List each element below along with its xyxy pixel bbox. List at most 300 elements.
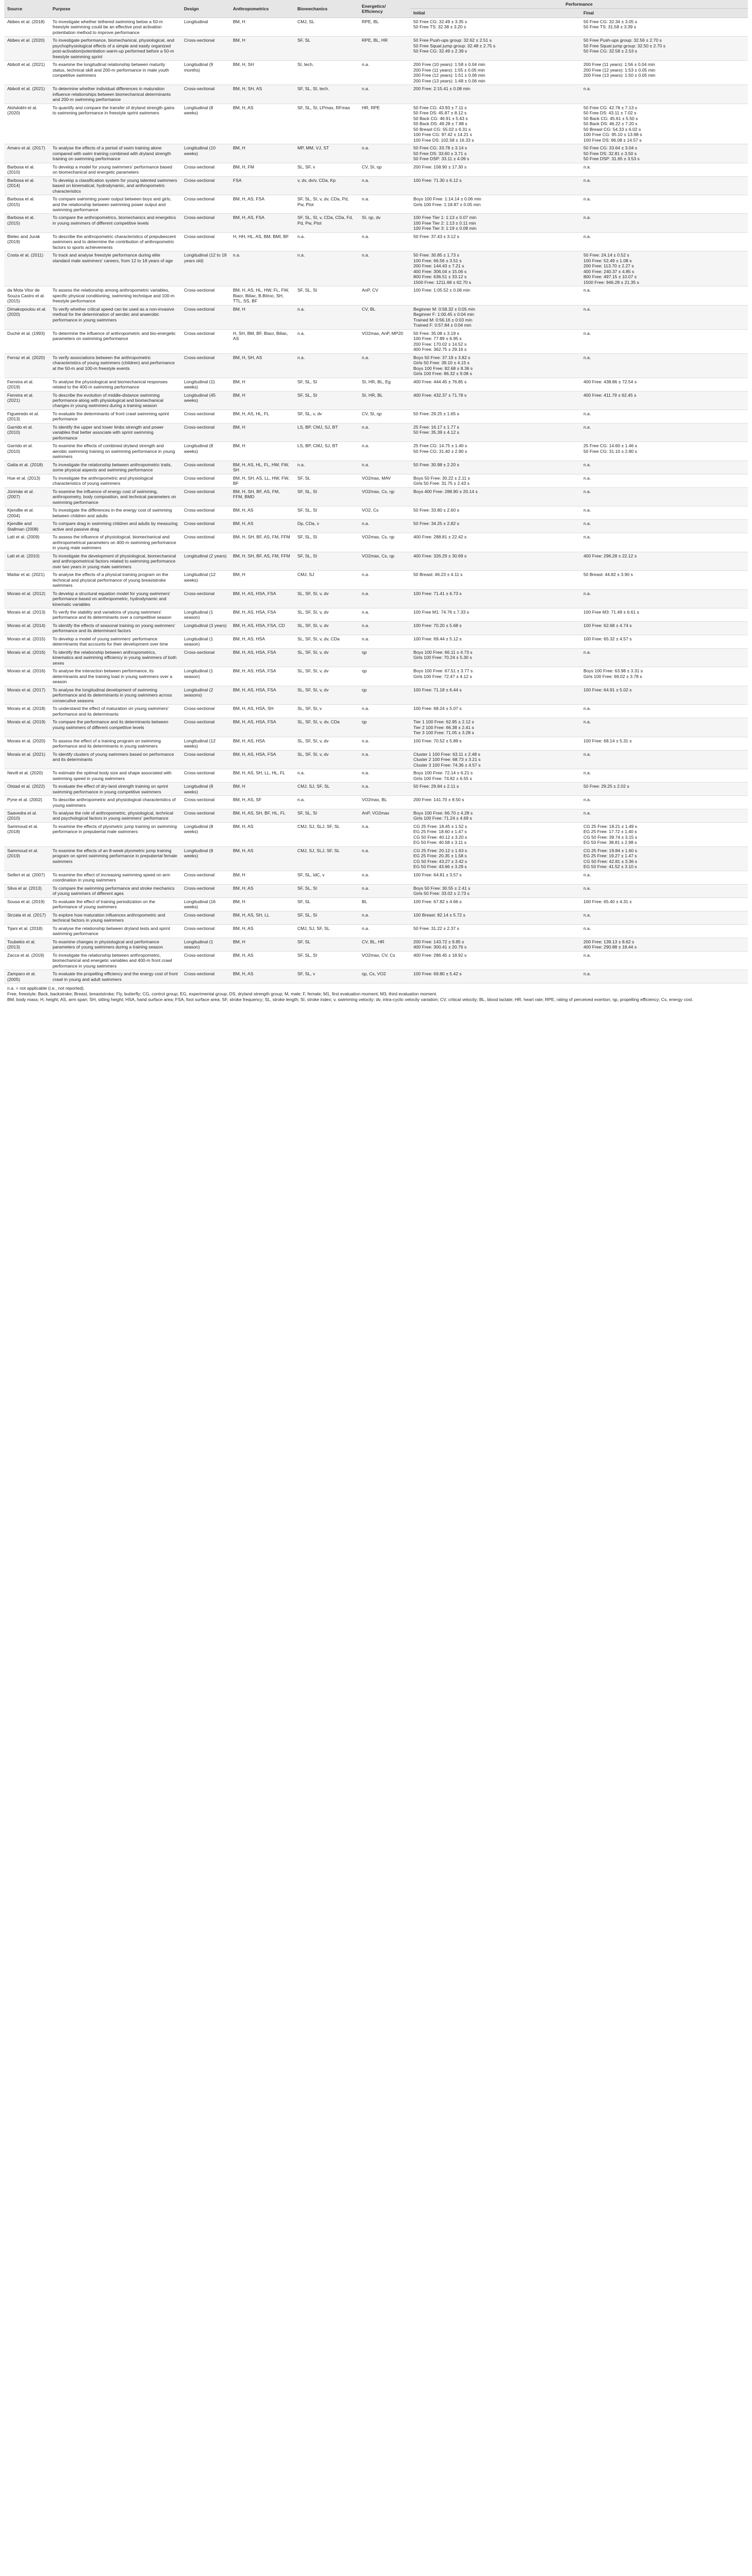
cell-anthropometrics: BM, H	[230, 144, 294, 163]
cell-biomechanics: LS, BP, CMJ, SJ, BT	[294, 423, 359, 442]
cell-design: Longitudinal	[181, 18, 230, 36]
cell-biomechanics: SL, SF, SI, v, dv	[294, 648, 359, 667]
cell-anthropometrics: BM, H, AS, FSA	[230, 195, 294, 214]
cell-energetics: n.a.	[359, 85, 410, 104]
cell-energetics: RPE, BL	[359, 18, 410, 36]
cell-source: Morais et al. (2018)	[4, 705, 49, 718]
cell-initial: 50 Free Push-ups group: 32.62 ± 2.51 s 50 Free Squat jump group: 32.48 ± 2.75 s 50 Free CG: 32.49 ± 2.39 s	[410, 37, 580, 61]
cell-anthropometrics: BM, H, SH, AS, LL, HW, FW, BF	[230, 474, 294, 487]
cell-anthropometrics: BM, H, SH, AS	[230, 353, 294, 378]
header-source: Source	[4, 0, 49, 18]
cell-design: Cross-sectional	[181, 329, 230, 353]
table-row	[4, 552, 748, 570]
cell-source: Zamparo et al. (2005)	[4, 970, 49, 984]
cell-design: Cross-sectional	[181, 648, 230, 667]
cell-anthropometrics: BM, H, AS	[230, 104, 294, 144]
cell-purpose: To analyse the physiological and biomechanical responses related to the 400-m swimming performance	[49, 378, 181, 391]
cell-biomechanics: SL, SF, SI, v, dv, CDa	[294, 718, 359, 737]
cell-source: Jürimäe et al. (2007)	[4, 487, 49, 506]
cell-anthropometrics: BM, H, AS	[230, 924, 294, 938]
cell-initial: 100 Free M1: 74.76 ± 7.33 s	[410, 608, 580, 621]
cell-biomechanics: SL, SF, SI, v, dv	[294, 686, 359, 704]
cell-final: 50 Free: 29.25 ± 2.02 s	[580, 783, 748, 796]
cell-initial: 50 Breast: 46.23 ± 4.11 s	[410, 571, 580, 589]
cell-anthropometrics: BM, H	[230, 391, 294, 410]
cell-final: n.a.	[580, 474, 748, 487]
cell-initial: 200 Free (10 years): 1:58 ± 0.04 min 200 Free (11 years): 1:55 ± 0.05 min 200 Free (12 years): 1:51 ± 0.06 min 200 Free (13 years): 1:48 ± 0.06 min	[410, 61, 580, 85]
cell-biomechanics: SF, SL, SI	[294, 809, 359, 823]
cell-anthropometrics: BM, H, AS, FSA	[230, 214, 294, 232]
table-row	[4, 822, 748, 846]
cell-energetics: n.a.	[359, 571, 410, 589]
table-body	[4, 18, 748, 983]
cell-anthropometrics: BM, H, SH, BF, AS, FM, FFM	[230, 533, 294, 552]
cell-purpose: To examine the effects of plyometric jump training on swimming performance in prepubertal male swimmers	[49, 822, 181, 846]
cell-anthropometrics: BM, H	[230, 423, 294, 442]
table-row	[4, 232, 748, 251]
cell-source: Abbott et al. (2021)	[4, 85, 49, 104]
cell-purpose: To compare the anthropometrics, biomechanics and energetics in young swimmers of different competitive levels	[49, 214, 181, 232]
cell-initial: 400 Free: 326.29 ± 30.69 s	[410, 552, 580, 570]
cell-purpose: To analyse the relationship between dryland tests and sprint swimming performance	[49, 924, 181, 938]
cell-final: n.a.	[580, 286, 748, 305]
cell-anthropometrics: BM, H	[230, 871, 294, 884]
table-row	[4, 305, 748, 329]
cell-final: n.a.	[580, 461, 748, 474]
cell-source: Sousa et al. (2019)	[4, 897, 49, 911]
cell-purpose: To understand the effect of maturation on young swimmers' performance and its determinants	[49, 705, 181, 718]
cell-purpose: To examine the effects of combined dryland strength and aerobic swimming training on swimming performance in young swimmers	[49, 442, 181, 461]
cell-initial: Boys 400 Free: 288.90 ± 20.14 s	[410, 487, 580, 506]
cell-energetics: VO2max, CV, Cs	[359, 951, 410, 970]
cell-biomechanics: CMJ, SJ, SLJ, SF, SL	[294, 846, 359, 871]
cell-final: n.a.	[580, 871, 748, 884]
cell-source: Morais et al. (2020)	[4, 737, 49, 750]
cell-initial: 200 Free: 158.90 ± 17.30 s	[410, 163, 580, 176]
cell-source: Barbosa et al. (2010)	[4, 163, 49, 176]
cell-final: 400 Free: 438.86 ± 72.54 s	[580, 378, 748, 391]
cell-design: Longitudinal (1 season)	[181, 608, 230, 621]
cell-purpose: To investigate the relationship between anthropometric, biomechanical and energetic variables and 400-m front crawl performance in young swimmers	[49, 951, 181, 970]
cell-biomechanics: SL, SF, v	[294, 163, 359, 176]
table-row	[4, 353, 748, 378]
cell-biomechanics: LS, BP, CMJ, SJ, BT	[294, 442, 359, 461]
cell-biomechanics: SL, SF, SI, v, dv	[294, 589, 359, 608]
cell-biomechanics: SF, SL, SI	[294, 951, 359, 970]
cell-initial: 100 Free: 71.30 ± 6.12 s	[410, 176, 580, 195]
cell-final: n.a.	[580, 520, 748, 533]
cell-source: Abbes et al. (2018)	[4, 18, 49, 36]
cell-initial: 400 Free: 432.37 ± 71.78 s	[410, 391, 580, 410]
cell-initial: 50 Free: 35.08 ± 3.19 s 100 Free: 77.89 ± 6.95 s 200 Free: 170.02 ± 14.52 s 400 Free: 362.75 ± 29.16 s	[410, 329, 580, 353]
cell-source: Barbosa et al. (2015)	[4, 214, 49, 232]
cell-purpose: To verify associations between the anthropometric characteristics of young swimmers (children) and performance at the 50-m and 100-m freestyle events	[49, 353, 181, 378]
footnote: Free, freestyle; Back, backstroke; Breast, breaststroke; Fly, butterfly; CG, control group; EG, experimental group; DS, dryland strength group; M, male; F, female; M1, first evaluation moment; M3, third evaluation moment.	[7, 991, 438, 997]
cell-design: Longitudinal (1 season)	[181, 635, 230, 648]
cell-purpose: To evaluate the effect of dry-land strength training on sprint swimming performance in young competitive swimmers	[49, 783, 181, 796]
cell-design: Cross-sectional	[181, 533, 230, 552]
cell-design: Cross-sectional	[181, 410, 230, 423]
cell-energetics: n.a.	[359, 822, 410, 846]
cell-design: Cross-sectional	[181, 970, 230, 984]
table-row	[4, 461, 748, 474]
cell-initial: 50 Free: 33.80 ± 2.60 s	[410, 506, 580, 520]
cell-energetics: ηp	[359, 667, 410, 686]
cell-source: Abbott et al. (2021)	[4, 61, 49, 85]
cell-source: Costa et al. (2011)	[4, 251, 49, 286]
table-row	[4, 571, 748, 589]
cell-final: n.a.	[580, 809, 748, 823]
cell-biomechanics: CMJ, SJ, SF, SL	[294, 924, 359, 938]
cell-energetics: n.a.	[359, 846, 410, 871]
cell-energetics: n.a.	[359, 61, 410, 85]
cell-purpose: To identify the effects of seasonal training on young swimmers' performance and its determinant factors	[49, 621, 181, 635]
cell-biomechanics: v, dv, dv/v, CDa, Kp	[294, 176, 359, 195]
cell-final: n.a.	[580, 970, 748, 984]
cell-energetics: VO2max, MAV	[359, 474, 410, 487]
cell-energetics: ηp, Cs, VO2	[359, 970, 410, 984]
cell-anthropometrics: BM, H, AS, SF	[230, 796, 294, 809]
cell-energetics: n.a.	[359, 195, 410, 214]
cell-final: 100 Free: 64.91 ± 5.02 s	[580, 686, 748, 704]
cell-design: Cross-sectional	[181, 769, 230, 783]
cell-energetics: AnP, CV	[359, 286, 410, 305]
cell-purpose: To examine changes in physiological and performance parameters of young swimmers during a training season	[49, 938, 181, 951]
cell-energetics: VO2max, AnP, MP20	[359, 329, 410, 353]
cell-final: n.a.	[580, 232, 748, 251]
cell-energetics: n.a.	[359, 737, 410, 750]
cell-purpose: To compare drag in swimming children and adults by measuring active and passive drag	[49, 520, 181, 533]
cell-biomechanics: SL, SF, SI, v, dv	[294, 621, 359, 635]
cell-anthropometrics: BM, H	[230, 378, 294, 391]
table-row	[4, 520, 748, 533]
cell-anthropometrics: BM, H, AS, SH, LL	[230, 911, 294, 924]
cell-initial: 200 Free: 2:15.41 ± 0.08 min	[410, 85, 580, 104]
table-row	[4, 214, 748, 232]
cell-initial: 100 Free: 67.82 ± 4.66 s	[410, 897, 580, 911]
cell-anthropometrics: BM, H, AS, HSA, FSA	[230, 589, 294, 608]
cell-design: Cross-sectional	[181, 286, 230, 305]
cell-source: Morais et al. (2012)	[4, 589, 49, 608]
cell-energetics: VO2max, BL	[359, 796, 410, 809]
table-row	[4, 378, 748, 391]
cell-design: Cross-sectional	[181, 423, 230, 442]
table-row	[4, 911, 748, 924]
cell-anthropometrics: BM, H, AS, HSA, FSA	[230, 648, 294, 667]
cell-energetics: CV, BL, HR	[359, 938, 410, 951]
cell-initial: Boys 100 Free: 66.11 ± 4.73 s Girls 100 Free: 70.24 ± 5.30 s	[410, 648, 580, 667]
cell-source: Zacca et al. (2019)	[4, 951, 49, 970]
cell-initial: 50 Free CG: 43.93 ± 7.11 s 50 Free DS: 45.87 ± 8.12 s 50 Back CG: 46.91 ± 5.43 s 50 Back DS: 49.28 ± 7.88 s 50 Breast CG: 55.02 ± 6.31 s 100 Free CG: 97.42 ± 14.21 s 100 Free DS: 102.58 ± 16.33 s	[410, 104, 580, 144]
cell-final: 50 Free Push-ups group: 32.56 ± 2.70 s 50 Free Squat jump group: 32.50 ± 2.70 s 50 Free CG: 32.58 ± 2.53 s	[580, 37, 748, 61]
cell-biomechanics: SF, SL, SI	[294, 884, 359, 897]
cell-design: Longitudinal (8 weeks)	[181, 783, 230, 796]
cell-biomechanics: SF, SL, SI, LPmax, RFmax	[294, 104, 359, 144]
cell-anthropometrics: BM, H	[230, 571, 294, 589]
cell-energetics: ηp	[359, 686, 410, 704]
cell-source: Latt et al. (2010)	[4, 552, 49, 570]
cell-initial: Boys 100 Free: 72.14 ± 6.21 s Girls 100 Free: 74.82 ± 6.55 s	[410, 769, 580, 783]
cell-initial: 100 Free: 70.20 ± 5.68 s	[410, 621, 580, 635]
header-design: Design	[181, 0, 230, 18]
cell-final: n.a.	[580, 796, 748, 809]
cell-anthropometrics: BM, H	[230, 442, 294, 461]
cell-design: Cross-sectional	[181, 911, 230, 924]
cell-biomechanics: SF, SL	[294, 897, 359, 911]
cell-energetics: HR, RPE	[359, 104, 410, 144]
table-row	[4, 667, 748, 686]
cell-energetics: n.a.	[359, 176, 410, 195]
cell-source: Hue et al. (2013)	[4, 474, 49, 487]
cell-biomechanics: SF, SL, SI	[294, 506, 359, 520]
cell-initial: 50 Free: 30.85 ± 1.73 s 100 Free: 66.56 ± 3.51 s 200 Free: 144.43 ± 7.21 s 400 Free: 306.04 ± 15.06 s 800 Free: 636.51 ± 33.12 s 1500 Free: 1211.68 ± 62.70 s	[410, 251, 580, 286]
cell-energetics: CV, BL	[359, 305, 410, 329]
cell-purpose: To compare swimming power output between boys and girls, and the relationship between swimming power output and swimming performance	[49, 195, 181, 214]
cell-purpose: To evaluate the determinants of front crawl swimming sprint performance	[49, 410, 181, 423]
cell-source: Sammoud et al. (2019)	[4, 846, 49, 871]
page	[4, 0, 748, 1005]
cell-source: Toubekis et al. (2013)	[4, 938, 49, 951]
table-row	[4, 61, 748, 85]
cell-initial: 100 Free: 68.24 ± 5.07 s	[410, 705, 580, 718]
cell-final: CG 25 Free: 19.84 ± 1.60 s EG 25 Free: 19.27 ± 1.47 s CG 50 Free: 42.81 ± 3.36 s EG 50 Free: 41.52 ± 3.10 s	[580, 846, 748, 871]
cell-purpose: To investigate performance, biomechanical, physiological, and psychophysiological effects of a simple and easily organized post-activation/potentiation warm-up performed before a 50-m freestyle swimming sprint	[49, 37, 181, 61]
cell-energetics: ηp	[359, 648, 410, 667]
table-row	[4, 195, 748, 214]
cell-design: Cross-sectional	[181, 718, 230, 737]
cell-initial: Boys 50 Free: 30.22 ± 2.11 s Girls 50 Free: 31.75 ± 2.43 s	[410, 474, 580, 487]
cell-purpose: To analyse the effects of a period of swim training alone compared with swim training combined with dryland strength training on swimming performance	[49, 144, 181, 163]
header-final: Final	[580, 9, 748, 18]
cell-design: Cross-sectional	[181, 305, 230, 329]
cell-final: 400 Free: 296.28 ± 22.12 s	[580, 552, 748, 570]
cell-initial: 50 Free CG: 33.78 ± 3.14 s 50 Free DS: 33.60 ± 3.71 s 50 Free DSP: 33.11 ± 4.09 s	[410, 144, 580, 163]
cell-biomechanics: SL, SF, SI, v, dv, CDa	[294, 635, 359, 648]
cell-design: Longitudinal (9 months)	[181, 61, 230, 85]
cell-biomechanics: n.a.	[294, 305, 359, 329]
cell-initial: CG 25 Free: 18.45 ± 1.52 s EG 25 Free: 18.60 ± 1.47 s CG 50 Free: 40.12 ± 3.20 s EG 50 Free: 40.58 ± 3.11 s	[410, 822, 580, 846]
table-row	[4, 648, 748, 667]
cell-biomechanics: n.a.	[294, 769, 359, 783]
cell-design: Longitudinal (12 to 18 years old)	[181, 251, 230, 286]
cell-initial: 100 Free: 71.18 ± 6.44 s	[410, 686, 580, 704]
cell-source: Silva et al. (2013)	[4, 884, 49, 897]
cell-initial: 200 Free: 141.70 ± 8.50 s	[410, 796, 580, 809]
cell-design: Cross-sectional	[181, 37, 230, 61]
cell-design: Cross-sectional	[181, 85, 230, 104]
cell-biomechanics: CMJ, SJ, SF, SL	[294, 783, 359, 796]
table-row	[4, 423, 748, 442]
table-row	[4, 737, 748, 750]
table-row	[4, 533, 748, 552]
cell-energetics: n.a.	[359, 520, 410, 533]
cell-energetics: n.a.	[359, 635, 410, 648]
cell-final: n.a.	[580, 214, 748, 232]
cell-final: n.a.	[580, 163, 748, 176]
cell-design: Cross-sectional	[181, 951, 230, 970]
table-row	[4, 391, 748, 410]
cell-energetics: AnP, VO2max	[359, 809, 410, 823]
cell-purpose: To determine the influence of anthropometric and bio-energetic parameters on swimming performance	[49, 329, 181, 353]
cell-biomechanics: SF, SL	[294, 474, 359, 487]
table-row	[4, 329, 748, 353]
cell-biomechanics: SF, SL, SI, v, CDa, CDa, Fd, Pd, Pw, Ptot	[294, 214, 359, 232]
cell-source: Kjendlie and Stallman (2008)	[4, 520, 49, 533]
cell-purpose: To develop a model for young swimmers' performance based on biomechanical and energetic parameters	[49, 163, 181, 176]
cell-energetics: SI, HR, BL	[359, 391, 410, 410]
cell-biomechanics: SL, SF, SI, v	[294, 705, 359, 718]
cell-purpose: To verify whether critical speed can be used as a non-invasive method for the determination of aerobic and anaerobic performance in young swimmers	[49, 305, 181, 329]
cell-design: Cross-sectional	[181, 176, 230, 195]
cell-final: n.a.	[580, 305, 748, 329]
cell-anthropometrics: BM, H, AS, HSA, FSA	[230, 686, 294, 704]
cell-source: Morais et al. (2016)	[4, 648, 49, 667]
cell-final: n.a.	[580, 85, 748, 104]
table-row	[4, 104, 748, 144]
cell-source: Pyne et al. (2002)	[4, 796, 49, 809]
cell-biomechanics: n.a.	[294, 796, 359, 809]
cell-purpose: To analyse the role of anthropometric, physiological, technical and psychological factors in young swimmers' performance	[49, 809, 181, 823]
cell-design: Cross-sectional	[181, 589, 230, 608]
cell-energetics: n.a.	[359, 884, 410, 897]
cell-design: Longitudinal (8 weeks)	[181, 846, 230, 871]
cell-anthropometrics: BM, H, AS, SH, LL, HL, FL	[230, 769, 294, 783]
cell-final: 50 Free CG: 32.34 ± 3.05 s 50 Free TS: 31.58 ± 3.39 s	[580, 18, 748, 36]
table-row	[4, 884, 748, 897]
cell-initial: 400 Free: 286.45 ± 18.92 s	[410, 951, 580, 970]
cell-biomechanics: SF, SL, SI, tech.	[294, 85, 359, 104]
table-row	[4, 970, 748, 984]
cell-biomechanics: SF, SL, SI	[294, 286, 359, 305]
cell-energetics: CV, SI, ηp	[359, 163, 410, 176]
cell-energetics: VO2max, Cs, ηp	[359, 533, 410, 552]
cell-anthropometrics: BM, H, AS	[230, 846, 294, 871]
cell-purpose: To identify the upper and lower limbs strength and power variables that better associate with sprint swimming performance	[49, 423, 181, 442]
cell-source: Morais et al. (2017)	[4, 686, 49, 704]
cell-anthropometrics: BM, H, AS, HSA, FSA	[230, 608, 294, 621]
cell-design: Longitudinal (8 weeks)	[181, 104, 230, 144]
cell-anthropometrics: H, SH, BM, BF, Biacr, Biliac, AS	[230, 329, 294, 353]
cell-initial: 100 Free: 64.81 ± 3.57 s	[410, 871, 580, 884]
cell-purpose: To assess the influence of physiological, biomechanical and anthropometrical parameters on 400-m swimming performance in young male swimmers	[49, 533, 181, 552]
table-row	[4, 506, 748, 520]
table-row	[4, 487, 748, 506]
cell-biomechanics: n.a.	[294, 329, 359, 353]
cell-initial: 100 Free: 71.41 ± 6.73 s	[410, 589, 580, 608]
cell-source: Seifert et al. (2007)	[4, 871, 49, 884]
cell-design: Longitudinal (3 years)	[181, 621, 230, 635]
cell-purpose: To determine whether individual differences in maturation influence relationships between biomechanical determinants and 200-m swimming performance	[49, 85, 181, 104]
cell-design: Longitudinal (12 weeks)	[181, 737, 230, 750]
cell-purpose: To examine the effect of increasing swimming speed on arm coordination in young swimmers	[49, 871, 181, 884]
cell-purpose: To investigate the relationship between anthropometric traits, some physical aspects and swimming performance	[49, 461, 181, 474]
cell-anthropometrics: BM, H, AS	[230, 884, 294, 897]
table-row	[4, 635, 748, 648]
cell-purpose: To analyse the effects of a physical training program on the technical and physical performance of young breaststroke swimmers	[49, 571, 181, 589]
cell-anthropometrics: BM, H, AS, HSA	[230, 635, 294, 648]
cell-anthropometrics: BM, H, SH, BF, AS, FM, FFM, BMD	[230, 487, 294, 506]
footnote: n.a. = not applicable (i.e., not reported).	[7, 986, 85, 991]
cell-purpose: To assess the effect of a training program on swimming performance and its determinants in young swimmers	[49, 737, 181, 750]
table-row	[4, 589, 748, 608]
cell-initial: Boys 50 Free: 37.19 ± 3.82 s Girls 50 Free: 39.10 ± 4.15 s Boys 100 Free: 82.68 ± 8.36 s Girls 100 Free: 86.32 ± 9.08 s	[410, 353, 580, 378]
cell-purpose: To quantify and compare the transfer of dryland strength gains to swimming performance in freestyle sprint swimmers	[49, 104, 181, 144]
cell-purpose: To examine the effects of an 8-week plyometric jump training program on sprint swimming performance in prepubertal female swimmers	[49, 846, 181, 871]
cell-initial: 100 Free Tier 1: 1:13 ± 0.07 min 100 Free Tier 2: 1:13 ± 0.11 min 100 Free Tier 3: 1:19 ± 0.08 min	[410, 214, 580, 232]
cell-source: Tijani et al. (2018)	[4, 924, 49, 938]
cell-final: 100 Free: 65.40 ± 4.31 s	[580, 897, 748, 911]
cell-initial: 50 Free: 29.25 ± 1.65 s	[410, 410, 580, 423]
cell-initial: 400 Free: 444.45 ± 76.85 s	[410, 378, 580, 391]
cell-energetics: n.a.	[359, 769, 410, 783]
cell-initial: 200 Free: 143.72 ± 9.85 s 400 Free: 300.41 ± 20.76 s	[410, 938, 580, 951]
cell-biomechanics: CMJ, SJ	[294, 571, 359, 589]
cell-design: Longitudinal (8 weeks)	[181, 822, 230, 846]
cell-final: 50 Free CG: 33.64 ± 3.04 s 50 Free DS: 32.81 ± 3.50 s 50 Free DSP: 31.65 ± 3.53 s	[580, 144, 748, 163]
cell-anthropometrics: BM, H	[230, 897, 294, 911]
cell-purpose: To identify clusters of young swimmers based on performance and its determinants	[49, 750, 181, 769]
cell-biomechanics: n.a.	[294, 461, 359, 474]
cell-initial: Boys 50 Free: 30.55 ± 2.41 s Girls 50 Free: 33.02 ± 2.73 s	[410, 884, 580, 897]
cell-initial: 100 Free: 69.80 ± 5.42 s	[410, 970, 580, 984]
cell-initial: Cluster 1 100 Free: 63.11 ± 2.48 s Cluster 2 100 Free: 68.73 ± 3.21 s Cluster 3 100 Free: 74.36 ± 4.57 s	[410, 750, 580, 769]
cell-initial: 50 Free: 29.84 ± 2.11 s	[410, 783, 580, 796]
cell-anthropometrics: BM, H	[230, 783, 294, 796]
cell-anthropometrics: BM, H, AS, HL, FL	[230, 410, 294, 423]
table-row	[4, 85, 748, 104]
cell-energetics: n.a.	[359, 750, 410, 769]
cell-initial: 50 Free CG: 32.49 ± 3.35 s 50 Free TS: 32.38 ± 3.20 s	[410, 18, 580, 36]
cell-source: Morais et al. (2015)	[4, 635, 49, 648]
cell-anthropometrics: BM, H, AS, HSA, FSA	[230, 667, 294, 686]
cell-source: Morais et al. (2021)	[4, 750, 49, 769]
cell-purpose: To develop a classification system for young talented swimmers based on kinematical, hydrodynamic, and anthropometric characteristics	[49, 176, 181, 195]
cell-source: Strzala et al. (2017)	[4, 911, 49, 924]
cell-design: Cross-sectional	[181, 487, 230, 506]
cell-source: Ferreira et al. (2019)	[4, 378, 49, 391]
cell-energetics: CV, SI, ηp	[359, 410, 410, 423]
cell-initial: 100 Free: 69.44 ± 5.12 s	[410, 635, 580, 648]
cell-purpose: To investigate the development of physiological, biomechanical and anthropometrical factors related to swimming performance over two years in young male swimmers	[49, 552, 181, 570]
cell-initial: Beginner M: 0:58.32 ± 0:05 min Beginner F: 1:00.45 ± 0:04 min Trained M: 0:56.16 ± 0:03 min Trained F: 0:57.84 ± 0:04 min	[410, 305, 580, 329]
cell-biomechanics: SF, SL, SI	[294, 378, 359, 391]
cell-energetics: ηp	[359, 718, 410, 737]
cell-source: Olstad et al. (2022)	[4, 783, 49, 796]
cell-energetics: RPE, BL, HR	[359, 37, 410, 61]
cell-design: Longitudinal (11 weeks)	[181, 378, 230, 391]
header-biomechanics: Biomechanics	[294, 0, 359, 18]
cell-source: Garrido et al. (2010)	[4, 423, 49, 442]
cell-anthropometrics: BM, H, SH, BF, AS, FM, FFM	[230, 552, 294, 570]
table-row	[4, 924, 748, 938]
cell-anthropometrics: BM, H	[230, 938, 294, 951]
cell-final: n.a.	[580, 884, 748, 897]
cell-anthropometrics: BM, H, AS, HSA, FSA	[230, 750, 294, 769]
header-performance: Performance	[410, 0, 748, 9]
cell-energetics: n.a.	[359, 621, 410, 635]
cell-initial: CG 25 Free: 20.12 ± 1.63 s EG 25 Free: 20.35 ± 1.58 s CG 50 Free: 43.27 ± 3.42 s EG 50 Free: 43.66 ± 3.29 s	[410, 846, 580, 871]
cell-source: Ferraz et al. (2020)	[4, 353, 49, 378]
cell-source: Amaro et al. (2017)	[4, 144, 49, 163]
cell-design: Cross-sectional	[181, 232, 230, 251]
table-row	[4, 705, 748, 718]
cell-source: Abbes et al. (2020)	[4, 37, 49, 61]
table-row	[4, 809, 748, 823]
cell-initial: 50 Free: 31.22 ± 2.37 s	[410, 924, 580, 938]
cell-energetics: n.a.	[359, 144, 410, 163]
cell-biomechanics: SF, SL, SI, v, dv, CDa, Pd, Pw, Ptot	[294, 195, 359, 214]
cell-energetics: n.a.	[359, 783, 410, 796]
